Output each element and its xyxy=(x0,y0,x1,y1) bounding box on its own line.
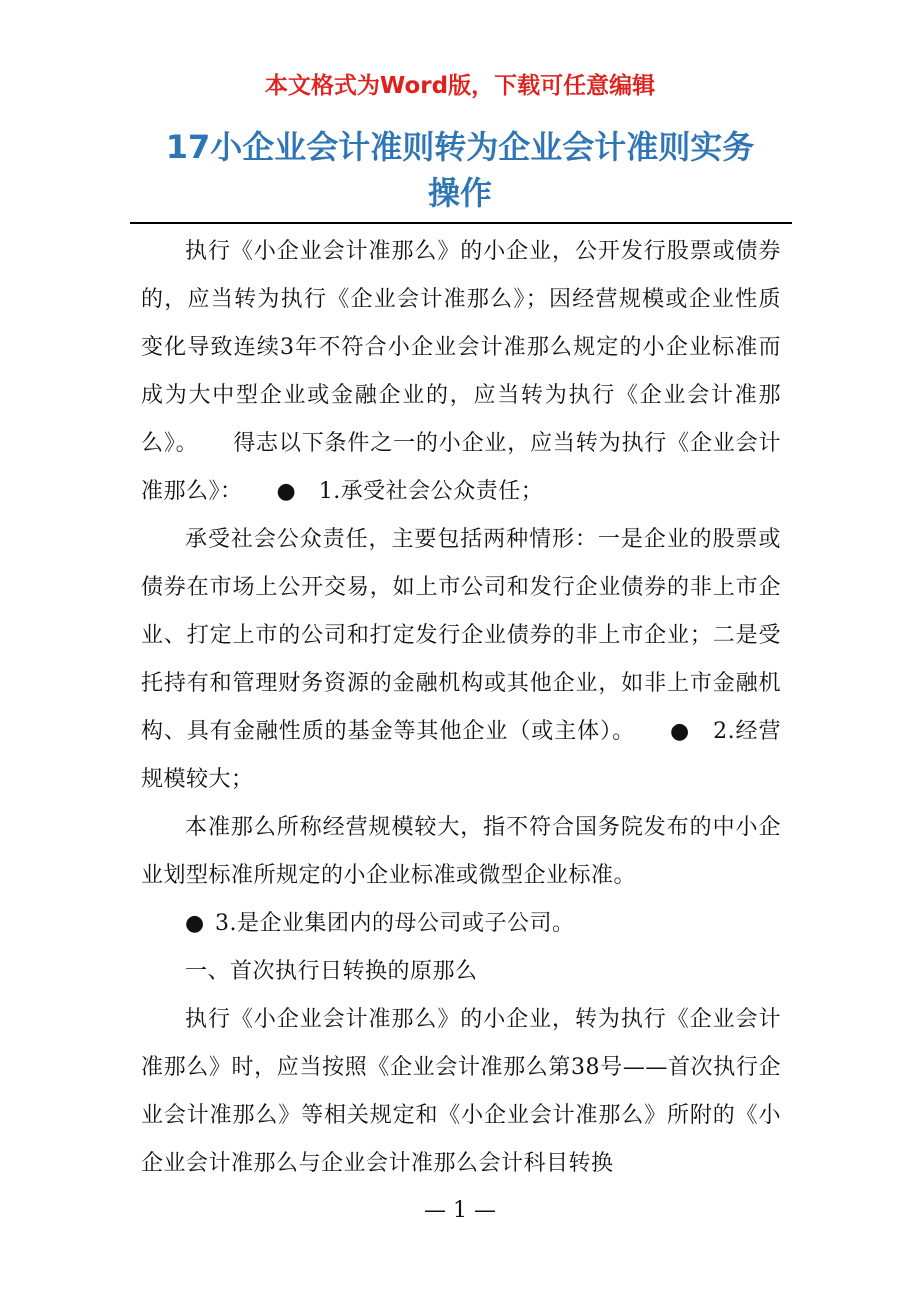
title-line-1: 17小企业会计准则转为企业会计准则实务 xyxy=(165,128,755,166)
title-divider xyxy=(130,222,792,224)
bullet-icon: ● xyxy=(185,911,205,936)
paragraph-large-scale: 本准那么所称经营规模较大，指不符合国务院发布的中小企业划型标准所规定的小企业标准或微型企业标准。 xyxy=(141,815,781,888)
section-heading-1: 一、首次执行日转换的原那么 xyxy=(185,959,478,984)
bullet-group-company xyxy=(141,900,781,948)
document-body xyxy=(141,228,781,1188)
paragraph-public-responsibility: 承受社会公众责任，主要包括两种情形：一是企业的股票或债券在市场上公开交易，如上市公司和发行企业债券的非上市企业、打定上市的公司和打定发行企业债券的非上市企业；二是受托持有和管理财务资源的金融机构或其他企业，如非上市金融机构、具有金融性质的基金等其他企业（或主体）。 ● 2.经营规模较大； xyxy=(141,527,781,792)
title-line-2: 操作 xyxy=(427,174,492,212)
download-notice: 本文格式为Word版，下载可任意编辑 xyxy=(264,73,656,99)
page-number: — 1 — xyxy=(424,1198,496,1223)
bullet-text: 3.是企业集团内的母公司或子公司。 xyxy=(215,911,575,936)
document-title xyxy=(130,124,790,216)
paragraph-first-adoption: 执行《小企业会计准那么》的小企业，转为执行《企业会计准那么》时，应当按照《企业会计准那么第38号——首次执行企业会计准那么》等相关规定和《小企业会计准那么》所附的《小企业会计准那么与企业会计准那么会计科目转换 xyxy=(141,1007,781,1176)
paragraph-conversion-conditions: 执行《小企业会计准那么》的小企业，公开发行股票或债券的，应当转为执行《企业会计准那么》；因经营规模或企业性质变化导致连续3年不符合小企业会计准那么规定的小企业标准而成为大中型企业或金融企业的，应当转为执行《企业会计准那么》。 得志以下条件之一的小企业，应当转为执行《企业会计准那么》： ● 1.承受社会公众责任； xyxy=(141,239,781,504)
